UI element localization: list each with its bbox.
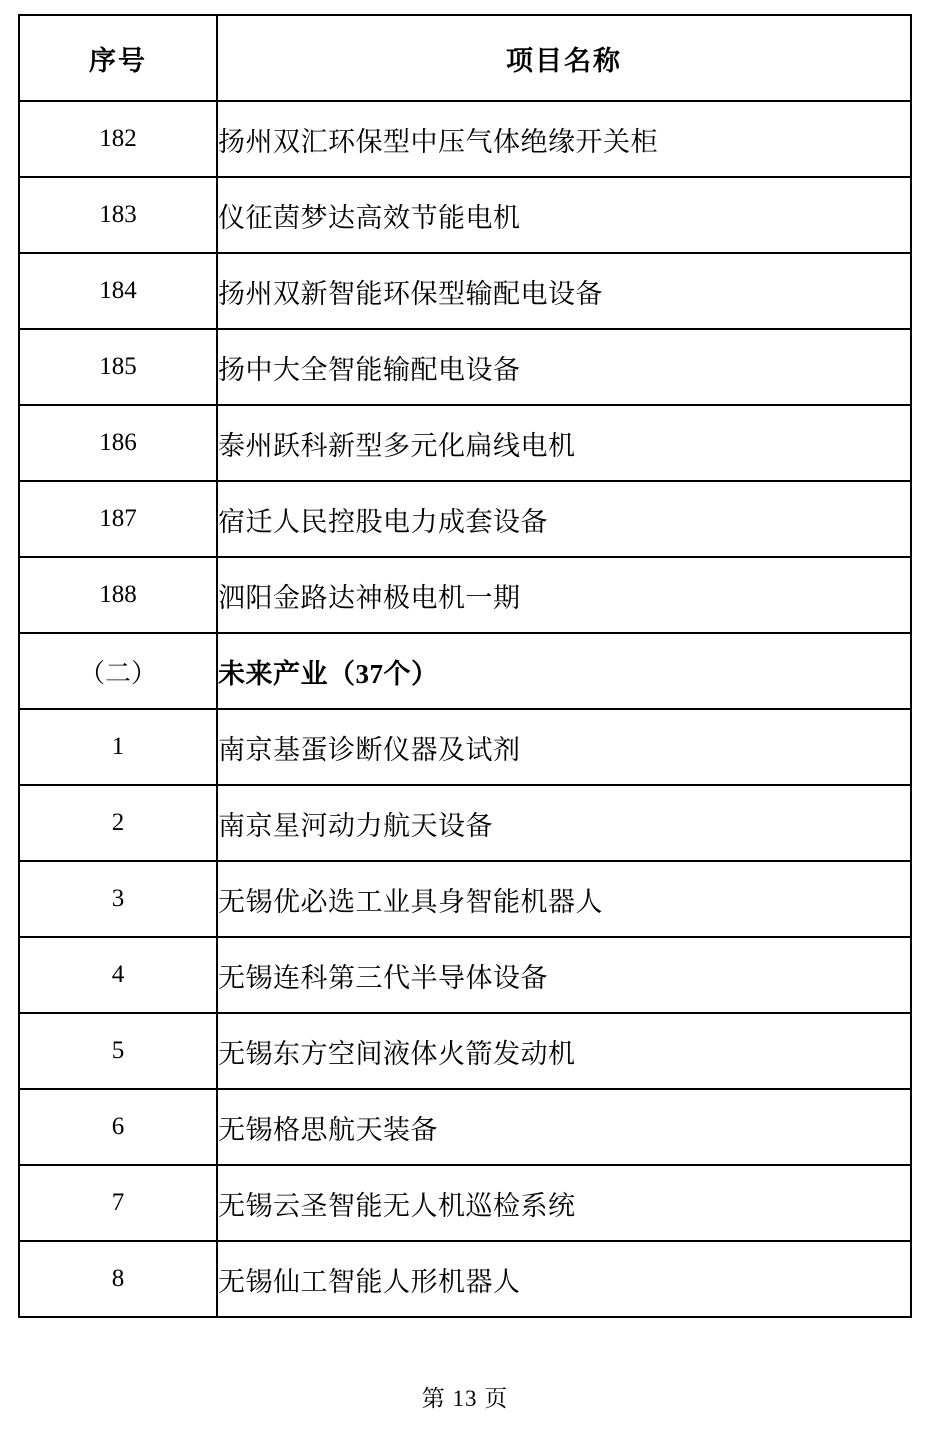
cell-seq: 4 [19,937,217,1013]
cell-section-seq: （二） [19,633,217,709]
table-section-row [19,633,911,709]
cell-section-name: 未来产业（37个） [217,633,911,709]
cell-seq: 186 [19,405,217,481]
project-list-table [18,14,912,1318]
table-body [19,101,911,1317]
cell-name: 扬州双汇环保型中压气体绝缘开关柜 [217,101,911,177]
cell-seq: 183 [19,177,217,253]
cell-name: 南京基蛋诊断仪器及试剂 [217,709,911,785]
cell-name: 泗阳金路达神极电机一期 [217,557,911,633]
column-header-seq: 序号 [19,15,217,101]
table-row [19,1165,911,1241]
cell-name: 泰州跃科新型多元化扁线电机 [217,405,911,481]
cell-name: 扬中大全智能输配电设备 [217,329,911,405]
cell-seq: 5 [19,1013,217,1089]
cell-seq: 185 [19,329,217,405]
table-row [19,861,911,937]
cell-name: 宿迁人民控股电力成套设备 [217,481,911,557]
cell-seq: 6 [19,1089,217,1165]
cell-name: 仪征茵梦达高效节能电机 [217,177,911,253]
table-row [19,785,911,861]
cell-seq: 8 [19,1241,217,1317]
cell-name: 扬州双新智能环保型输配电设备 [217,253,911,329]
cell-name: 无锡云圣智能无人机巡检系统 [217,1165,911,1241]
cell-seq: 2 [19,785,217,861]
cell-name: 无锡仙工智能人形机器人 [217,1241,911,1317]
table-row [19,101,911,177]
cell-name: 南京星河动力航天设备 [217,785,911,861]
cell-seq: 184 [19,253,217,329]
cell-name: 无锡格思航天装备 [217,1089,911,1165]
table-row [19,709,911,785]
cell-seq: 7 [19,1165,217,1241]
cell-name: 无锡东方空间液体火箭发动机 [217,1013,911,1089]
table-row [19,177,911,253]
table-row [19,1013,911,1089]
cell-seq: 187 [19,481,217,557]
table-row [19,1241,911,1317]
cell-seq: 182 [19,101,217,177]
cell-seq: 1 [19,709,217,785]
cell-seq: 188 [19,557,217,633]
table-header-row [19,15,911,101]
table-row [19,405,911,481]
cell-seq: 3 [19,861,217,937]
table-row [19,481,911,557]
page-footer: 第 13 页 [421,1386,509,1411]
cell-name: 无锡优必选工业具身智能机器人 [217,861,911,937]
table-row [19,937,911,1013]
table-row [19,557,911,633]
column-header-name: 项目名称 [217,15,911,101]
table-row [19,253,911,329]
table-row [19,1089,911,1165]
table-row [19,329,911,405]
cell-name: 无锡连科第三代半导体设备 [217,937,911,1013]
